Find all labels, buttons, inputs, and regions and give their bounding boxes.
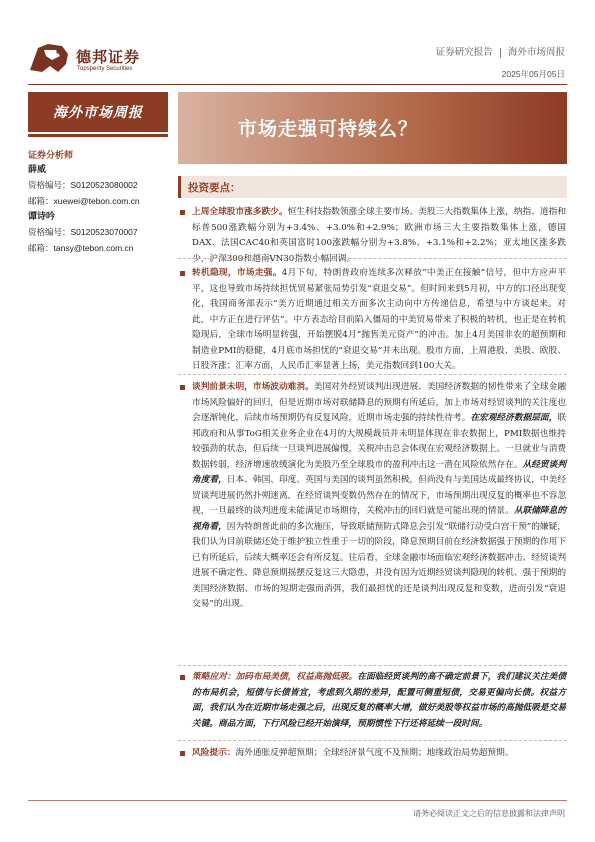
- risk-warning: [180, 746, 566, 762]
- key-point-body: 美国对外经贸谈判出现进展、美国经济数据的韧性带来了全球金融市场风险偏好的回归，但是近期市场对联储降息的预期有所延后，加上市场对经贸谈判的关注度也会逐渐钝化，后续市场预期仍有反复风险，近期市场走强的持续性待考。: [192, 382, 567, 423]
- key-point-4: [180, 670, 566, 732]
- analyst-card: [28, 210, 178, 257]
- report-date: 2025年05月05日: [501, 69, 565, 79]
- analyst-label: 证券分析师: [28, 151, 74, 161]
- risk-heading: 风险提示：: [192, 748, 236, 758]
- key-point-2: [180, 266, 566, 375]
- brand-name-cn: 德邦证券: [76, 48, 141, 66]
- analyst-email: [28, 241, 178, 257]
- email-label: 邮箱：: [28, 244, 54, 254]
- section-title: 海外市场周报: [28, 92, 168, 132]
- key-point-3: [180, 380, 566, 613]
- report-header: [436, 44, 565, 58]
- bullet-icon: [180, 385, 185, 390]
- analyst-name: 谭诗吟: [28, 212, 56, 222]
- analyst-cert: [28, 225, 178, 241]
- bullet-icon: [180, 271, 185, 276]
- email-link[interactable]: tansy@tebon.com.cn: [53, 243, 134, 253]
- key-point-body: 恒生科技指数领涨全球主要市场。美股三大指数集体上涨，纳指、道指和标普500涨跌幅分别为+3.4%、+3.0%和+2.9%；欧洲市场三大主要指数集体上涨，德国DAX、法国CAC40和英国富时100涨跌幅分别为+3.8%、+3.1%和+2.2%；亚太地区涨多跌少，沪深300和越南VN30指数小幅回调。: [192, 207, 567, 264]
- email-label: 邮箱：: [28, 197, 54, 207]
- key-point-body: 4月下旬，特朗普政府连续多次释放“中美正在接触”信号，但中方应声平平，这也导致市场持续担忧贸易紧张局势引发“衰退交易”。但时间来到5月初，中方的口径出现变化，我国商务部表示“美方近期通过相关方面多次主动向中方传递信息，希望与中方谈起来。对此，中方正在进行评估”。中方表态给目前陷入僵局的中美贸易带来了积极的转机，也正是在转机隐现后，全球市场明显转强，开始摆脱4月“抛售美元资产”的冲击。加上4月美国非农的超预期和制造业PMI的稳健，4月底市场担忧的“衰退交易”并未出现。股市方面，上周港股、美股、欧股、日股齐涨；汇率方面，人民币汇率显著上扬，美元指数回到100大关。: [192, 268, 567, 371]
- page-title: 市场走强可持续么？: [237, 118, 418, 140]
- dashed-divider: [178, 258, 567, 259]
- key-point-body: 日本、韩国、印度、英国与美国的谈判虽然积极，但尚没有与美国达成最终协议，中美经贸谈判进展仍然扑朔迷离，在经贸谈判变数仍然存在的情况下，市场预期出现反复的概率也不容忽视，一旦最终的谈判进度未能满足市场期待，关税冲击的回归就是可能出现的情景。: [192, 475, 567, 516]
- key-point-subheading: 在宏观经济数据层面，: [470, 413, 558, 423]
- analyst-cert: [28, 178, 178, 194]
- header-separator: |: [498, 47, 502, 58]
- key-point-body: 在面临经贸谈判的高不确定前景下，我们建议关注美债的布局机会，短债与长债皆宜，考虑到久期的差异，配置可侧重短债，交易更偏向长债。权益方面，我们认为在近期市场走强之后，出现反复的概率大增，做好美股等权益市场的高抛低吸是交易关键。商品方面，下行风险已经开始演绎，预期惯性下行还将延续一段时间。: [192, 672, 567, 729]
- key-point-heading: 策略应对：加码布局美债，权益高抛低吸。: [192, 672, 358, 682]
- bullet-icon: [180, 675, 185, 680]
- brand-name-en: Topsperity Securities: [77, 66, 133, 72]
- disclaimer-note: 请务必阅读正文之后的信息披露和法律声明: [413, 809, 565, 818]
- email-link[interactable]: xuewei@tebon.com.cn: [53, 196, 140, 206]
- analyst-email: [28, 194, 178, 210]
- dashed-divider: [178, 740, 567, 741]
- dashed-divider: [178, 665, 567, 666]
- report-type: 证券研究报告: [435, 47, 493, 58]
- report-series: 海外市场周报: [507, 47, 565, 58]
- bullet-icon: [180, 210, 185, 215]
- key-point-body: 联邦政府和从事ToG相关业务企业在4月的大规模裁员并未明显体现在非农数据上，PMI数据也维持较强劲的状态，但后续一旦谈判进展偏慢，关税冲击总会体现在宏观经济数据上。一旦就业与消费数据转弱，经济增速放缓演化为美股乃至全球股市的盈利冲击这一潜在风险依然存在。: [192, 413, 567, 470]
- analyst-name: 薛威: [28, 165, 47, 175]
- bullet-icon: [180, 751, 185, 756]
- cert-label: 资格编号：: [28, 228, 71, 238]
- footer-divider: [28, 800, 567, 801]
- cert-number: S0120523080002: [70, 180, 138, 190]
- header-divider: [28, 84, 567, 85]
- risk-body: 海外通胀反弹超预期；全球经济景气度不及预期；地缘政治局势超预期。: [235, 748, 514, 758]
- analyst-card: [28, 163, 178, 210]
- key-point-subheading: 从联储降息的视角看，: [192, 506, 567, 532]
- key-point-subheading: 从经贸谈判角度看，: [192, 459, 567, 485]
- dashed-divider: [178, 374, 567, 375]
- key-point-heading: 转机隐现，市场走强。: [192, 268, 282, 278]
- key-point-heading: 上周全球股市涨多跌少。: [192, 207, 288, 217]
- key-point-heading: 谈判前景未明，市场波动难消。: [192, 382, 314, 392]
- cert-number: S0120523070007: [70, 227, 138, 237]
- key-points-label: 投资要点：: [188, 182, 241, 194]
- brand-logo-icon: [28, 42, 70, 74]
- section-title-underline: [28, 134, 168, 137]
- key-point-body: 因为特朗普此前的多次施压，导致联储预防式降息会引发“联储行动受白宫干预”的嫌疑，我们认为目前联储还处于维护独立性重于一切的阶段，降息预期目前在经济数据强于预期的作用下已有所延后，后续大概率还会有所反复。往后看，全球金融市场面临宏观经济数据冲击、经贸谈判进展不确定性、降息预期摇摆反复这三大隐患，并没有因为近期经贸谈判隐现的转机、强于预期的美国经济数据、市场的短期走强而消弭，我们最担忧的还是谈判出现反复和变数，进而引发“衰退交易”的出现。: [192, 521, 567, 609]
- cert-label: 资格编号：: [28, 181, 71, 191]
